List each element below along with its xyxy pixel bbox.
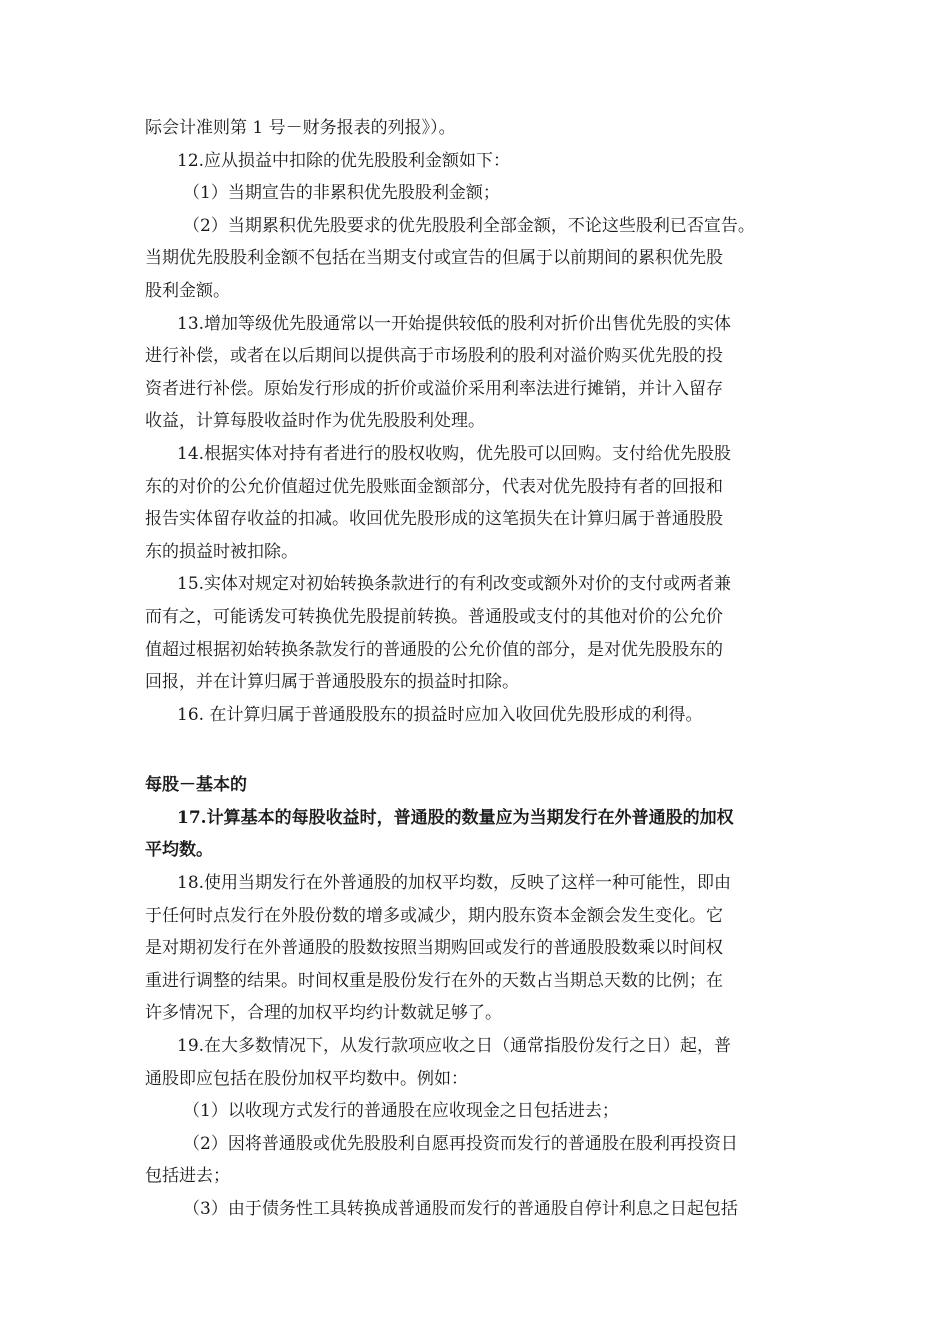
document-body [145, 112, 815, 1226]
paragraph-line: 进行补偿，或者在以后期间以提供高于市场股利的股利对溢价购买优先股的投 [145, 346, 723, 367]
paragraph-line: （3）由于债务性工具转换成普通股而发行的普通股自停计利息之日起包括 [183, 1199, 738, 1219]
paragraph-line: 回报，并在计算归属于普通股股东的损益时扣除。 [145, 672, 519, 693]
paragraph-line: 16. 在计算归属于普通股股东的损益时应加入收回优先股形成的利得。 [177, 704, 703, 725]
paragraph-line: 而有之，可能诱发可转换优先股提前转换。普通股或支付的其他对价的公允价 [145, 606, 723, 627]
paragraph-line: 东的对价的公允价值超过优先股账面金额部分，代表对优先股持有者的回报和 [145, 476, 723, 497]
paragraph-line: 值超过根据初始转换条款发行的普通股的公允价值的部分，是对优先股股东的 [145, 639, 723, 660]
paragraph-line: 股利金额。 [145, 280, 230, 301]
paragraph-line: 当期优先股股利金额不包括在当期支付或宣告的但属于以前期间的累积优先股 [145, 248, 723, 269]
section-spacer [145, 731, 815, 769]
paragraph-line: 平均数。 [145, 840, 213, 861]
paragraph-line: 12.应从损益中扣除的优先股股利金额如下： [177, 150, 511, 171]
paragraph-line: 17.计算基本的每股收益时，普通股的数量应为当期发行在外普通股的加权 [177, 807, 734, 828]
paragraph-line: 通股即应包括在股份加权平均数中。例如： [145, 1068, 468, 1089]
paragraph-line: 15.实体对规定对初始转换条款进行的有利改变或额外对价的支付或两者兼 [177, 574, 732, 595]
paragraph-line: 13.增加等级优先股通常以一开始提供较低的股利对折价出售优先股的实体 [177, 313, 732, 334]
paragraph-line: 18.使用当期发行在外普通股的加权平均数，反映了这样一种可能性，即由 [177, 873, 732, 894]
paragraph-line: 许多情况下，合理的加权平均约计数就足够了。 [145, 1003, 502, 1024]
paragraph-line: 14.根据实体对持有者进行的股权收购，优先股可以回购。支付给优先股股 [177, 443, 732, 464]
paragraph-line: 报告实体留存收益的扣减。收回优先股形成的这笔损失在计算归属于普通股股 [145, 509, 723, 530]
paragraph-line: 际会计准则第 1 号－财务报表的列报》）。 [145, 118, 456, 138]
paragraph-line: （1）以收现方式发行的普通股在应收现金之日包括进去； [183, 1101, 619, 1122]
paragraph-line: 包括进去； [145, 1166, 230, 1187]
paragraph-line: 东的损益时被扣除。 [145, 541, 298, 562]
paragraph-line: 重进行调整的结果。时间权重是股份发行在外的天数占当期总天数的比例；在 [145, 970, 723, 991]
paragraph-line: （2）因将普通股或优先股股利自愿再投资而发行的普通股在股利再投资日 [183, 1133, 738, 1154]
paragraph-line: 是对期初发行在外普通股的股数按照当期购回或发行的普通股股数乘以时间权 [145, 938, 723, 959]
paragraph-line: 19.在大多数情况下，从发行款项应收之日（通常指股份发行之日）起，普 [177, 1036, 732, 1057]
paragraph-line: （1）当期宣告的非累积优先股股利金额； [183, 183, 500, 204]
paragraph-line: 资者进行补偿。原始发行形成的折价或溢价采用利率法进行摊销，并计入留存 [145, 378, 723, 399]
paragraph-line: （2）当期累积优先股要求的优先股股利全部金额，不论这些股利已否宣告。 [183, 215, 755, 236]
paragraph-line: 收益，计算每股收益时作为优先股股利处理。 [145, 411, 485, 432]
paragraph-line: 于任何时点发行在外股份数的增多或减少，期内股东资本金额会发生变化。它 [145, 905, 723, 926]
section-heading: 每股－基本的 [145, 775, 247, 796]
